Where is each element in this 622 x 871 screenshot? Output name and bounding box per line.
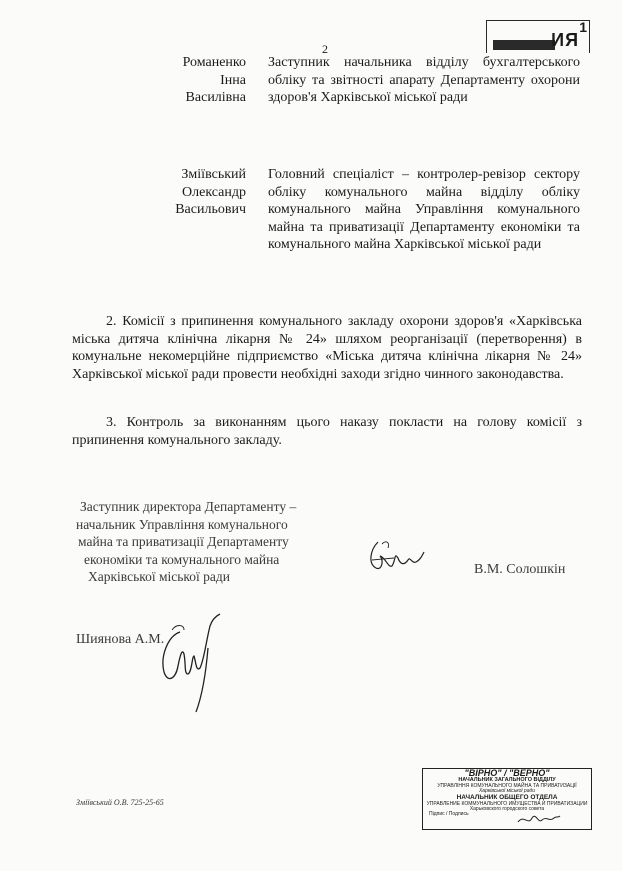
stamp-line: Харківської міської ради [478, 788, 536, 795]
stamp-line: УПРАВЛІННЯ КОМУНАЛЬНОГО МАЙНА ТА ПРИВАТИЗАЦІЇ [437, 783, 577, 790]
member-first-name: Олександр [182, 184, 246, 200]
member-role: Заступник начальника відділу бухгалтерського обліку та звітності апарату Департаменту охорони здоров'я Харківської міської ради [268, 55, 580, 105]
paragraph-item-2: 2. Комісії з припинення комунального закладу охорони здоров'я «Харківська міська дитяча клінічна лікарня № 24» шляхом реорганізації (перетворення) в комунальне некомерційне підприємство «Міська дитяча клінічна лікарня № 24» Харківської міської ради провести необхідні заходи згідно чинного законодавства. [72, 314, 582, 382]
member-surname: Зміївський [181, 167, 246, 182]
signatory-title-line: економіки та комунального майна [84, 551, 280, 567]
stamp-line: НАЧАЛЬНИК ОБЩЕГО ОТДЕЛА [456, 793, 558, 801]
corner-stamp-text: ИЯ [551, 30, 579, 50]
certification-stamp [422, 768, 592, 830]
signatory-title-line: Харківської міської ради [88, 569, 231, 584]
approver-signature [150, 612, 224, 716]
signatory-title-line: Заступник директора Департаменту – [80, 499, 297, 514]
stamp-line: НАЧАЛЬНИК ЗАГАЛЬНОГО ВІДДІЛУ [458, 777, 556, 784]
member-role: Головний спеціаліст – контролер-ревізор сектору обліку комунального майна відділу обліку комунального майна Управління комунального майна та приватизації Департаменту економіки та комунального майна Харківської міської ради [268, 167, 580, 252]
member-patronymic: Васильович [175, 202, 246, 217]
stamp-line: "ВІРНО" / "ВЕРНО" [464, 768, 550, 778]
corner-stamp-bar [493, 40, 555, 50]
signatory-title-line: майна та приватизації Департаменту [78, 534, 289, 549]
page-number: 2 [322, 42, 328, 56]
paragraph-item-3: 3. Контроль за виконанням цього наказу покласти на голову комісії з припинення комунального закладу. [72, 415, 582, 448]
member-surname: Романенко [182, 55, 246, 70]
stamp-line: Харьковского городского совета [469, 805, 545, 812]
member-patronymic: Василівна [185, 90, 246, 105]
member-name [150, 54, 246, 107]
member-first-name: Інна [220, 72, 246, 88]
stamp-line: УПРАВЛЕНИЕ КОММУНАЛЬНОГО ИМУЩЕСТВА И ПРИВАТИЗАЦИИ [426, 800, 588, 807]
signatory-title [76, 498, 336, 586]
stamp-signature [516, 808, 562, 832]
member-name [150, 166, 246, 219]
executor-info: Зміївський О.В. 725-25-65 [76, 798, 164, 807]
approver-name: Шиянова А.М. [76, 632, 165, 647]
signatory-name: В.М. Солошкін [474, 562, 566, 577]
stamp-line: Підпис / Подпись [429, 811, 469, 818]
corner-stamp [486, 20, 590, 53]
corner-stamp-digit: 1 [579, 19, 587, 35]
director-signature [364, 538, 426, 578]
signatory-title-line: начальник Управління комунального [76, 516, 288, 532]
